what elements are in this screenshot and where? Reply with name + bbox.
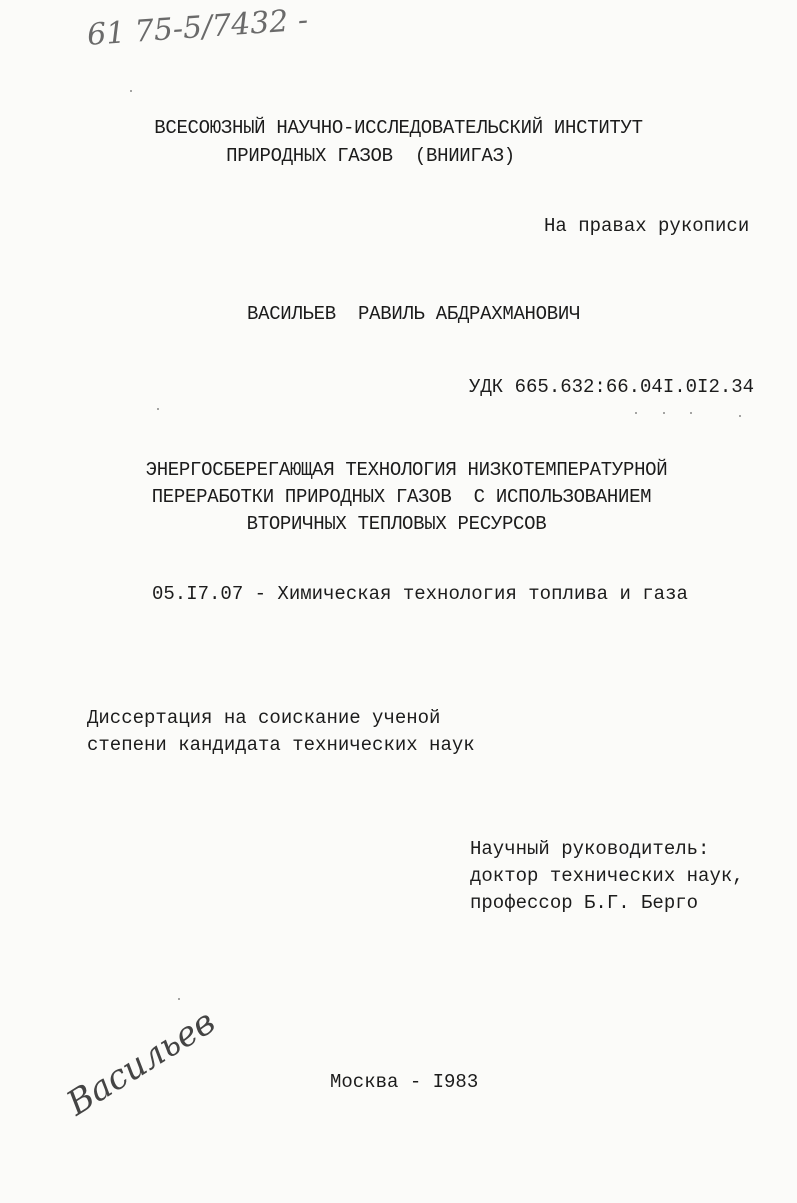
thesis-title-line-2: ПЕРЕРАБОТКИ ПРИРОДНЫХ ГАЗОВ С ИСПОЛЬЗОВАНИЕМ: [151, 486, 652, 508]
scan-speck: [130, 90, 132, 92]
rights-notice: На правах рукописи: [544, 215, 750, 237]
scan-speck: [178, 998, 180, 1000]
supervisor-line-2: доктор технических наук,: [470, 865, 744, 887]
thesis-title-line-3: ВТОРИЧНЫХ ТЕПЛОВЫХ РЕСУРСОВ: [246, 513, 547, 535]
scan-speck: [157, 408, 159, 410]
scan-speck: [690, 412, 692, 414]
dissertation-line-2: степени кандидата технических наук: [87, 734, 475, 756]
supervisor-line-1: Научный руководитель:: [470, 838, 710, 860]
dissertation-line-1: Диссертация на соискание ученой: [87, 707, 441, 729]
author-name: ВАСИЛЬЕВ РАВИЛЬ АБДРАХМАНОВИЧ: [247, 303, 581, 325]
institute-name-line-2: ПРИРОДНЫХ ГАЗОВ (ВНИИГАЗ): [226, 145, 515, 167]
author-signature: Васильев: [60, 1001, 223, 1124]
institute-name-line-1: ВСЕСОЮЗНЫЙ НАУЧНО-ИССЛЕДОВАТЕЛЬСКИЙ ИНСТИТУТ: [154, 117, 643, 139]
scan-speck: [663, 412, 665, 414]
udc-code: УДК 665.632:66.04I.0I2.34: [469, 376, 755, 398]
scan-speck: [635, 412, 637, 414]
specialty-line: 05.I7.07 - Химическая технология топлива и газа: [152, 583, 688, 605]
scan-speck: [739, 415, 741, 417]
thesis-title-line-1: ЭНЕРГОСБЕРЕГАЮЩАЯ ТЕХНОЛОГИЯ НИЗКОТЕМПЕРАТУРНОЙ: [145, 459, 668, 481]
handwritten-archive-note: 61 75-5/7432 -: [86, 2, 310, 53]
supervisor-line-3: профессор Б.Г. Берго: [470, 892, 699, 914]
city-year: Москва - I983: [330, 1071, 479, 1093]
